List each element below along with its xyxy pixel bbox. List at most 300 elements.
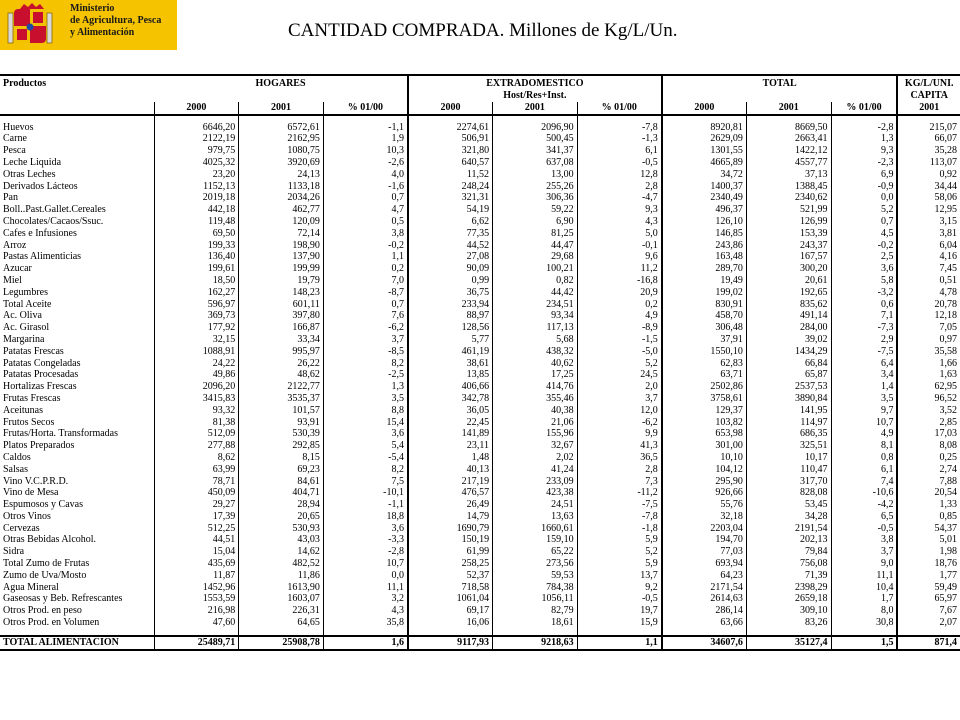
table-cell: 35,58 bbox=[897, 346, 960, 358]
table-cell: 292,85 bbox=[239, 440, 324, 452]
table-cell: 4,7 bbox=[323, 204, 408, 216]
table-cell: 24,51 bbox=[493, 499, 578, 511]
table-row bbox=[0, 558, 960, 570]
row-label: Frutas/Horta. Transformadas bbox=[3, 428, 118, 440]
table-cell: 300,20 bbox=[746, 263, 831, 275]
table-cell: 10,7 bbox=[323, 558, 408, 570]
table-cell: 255,26 bbox=[493, 181, 578, 193]
total-cell: 25489,71 bbox=[154, 636, 239, 650]
table-cell: 159,10 bbox=[493, 534, 578, 546]
spacer-row bbox=[0, 629, 960, 636]
table-cell: 0,51 bbox=[897, 275, 960, 287]
table-cell: 20,9 bbox=[577, 287, 662, 299]
table-cell: 686,35 bbox=[746, 428, 831, 440]
table-cell: 148,23 bbox=[239, 287, 324, 299]
table-cell: 10,4 bbox=[831, 582, 897, 594]
table-cell: -3,3 bbox=[323, 534, 408, 546]
table-cell: 103,82 bbox=[662, 417, 747, 429]
table-cell: 4,3 bbox=[577, 216, 662, 228]
table-cell: 49,86 bbox=[154, 369, 239, 381]
table-cell: 17,39 bbox=[154, 511, 239, 523]
table-cell: 13,63 bbox=[493, 511, 578, 523]
table-cell: -0,2 bbox=[323, 240, 408, 252]
table-cell: -7,8 bbox=[577, 122, 662, 134]
table-cell: 93,32 bbox=[154, 405, 239, 417]
table-cell: 155,96 bbox=[493, 428, 578, 440]
table-cell: 7,5 bbox=[323, 476, 408, 488]
table-cell: 41,3 bbox=[577, 440, 662, 452]
table-cell: 273,56 bbox=[493, 558, 578, 570]
table-cell: 37,91 bbox=[662, 334, 747, 346]
table-cell: 81,25 bbox=[493, 228, 578, 240]
row-label: Salsas bbox=[3, 463, 28, 475]
table-cell: 2122,77 bbox=[239, 381, 324, 393]
row-label: Espumosos y Cavas bbox=[3, 499, 83, 511]
header-spacer bbox=[662, 90, 898, 102]
table-cell: 93,34 bbox=[493, 310, 578, 322]
table-cell: 1,63 bbox=[897, 369, 960, 381]
table-row bbox=[0, 358, 960, 370]
table-cell: 1690,79 bbox=[408, 523, 493, 535]
table-cell: 2,85 bbox=[897, 417, 960, 429]
table-cell: 48,62 bbox=[239, 369, 324, 381]
row-label: Huevos bbox=[3, 121, 34, 133]
row-label: Frutas Frescas bbox=[3, 392, 61, 404]
table-cell: 3,7 bbox=[831, 546, 897, 558]
table-cell: 1,3 bbox=[831, 133, 897, 145]
table-cell: 202,13 bbox=[746, 534, 831, 546]
table-cell: 11,87 bbox=[154, 570, 239, 582]
table-cell: 6,62 bbox=[408, 216, 493, 228]
table-row bbox=[0, 405, 960, 417]
table-cell: 9,3 bbox=[831, 145, 897, 157]
table-cell: 9,7 bbox=[831, 405, 897, 417]
table-cell: 2537,53 bbox=[746, 381, 831, 393]
table-cell: 1434,29 bbox=[746, 346, 831, 358]
table-row bbox=[0, 275, 960, 287]
table-cell: 233,94 bbox=[408, 299, 493, 311]
sub-header-cell: % 01/00 bbox=[577, 102, 662, 115]
table-cell: 3,52 bbox=[897, 405, 960, 417]
table-cell: 44,52 bbox=[408, 240, 493, 252]
table-cell: 18,50 bbox=[154, 275, 239, 287]
group-extradomestico-sub: Host/Res+Inst. bbox=[408, 90, 662, 102]
table-cell: 4,9 bbox=[831, 428, 897, 440]
table-cell: 5,2 bbox=[577, 358, 662, 370]
table-cell: 4,5 bbox=[831, 228, 897, 240]
row-label: Otros Prod. en Volumen bbox=[3, 617, 100, 629]
table-cell: 82,79 bbox=[493, 605, 578, 617]
table-row bbox=[0, 145, 960, 157]
table-cell: 36,05 bbox=[408, 405, 493, 417]
table-cell: 167,57 bbox=[746, 251, 831, 263]
data-table bbox=[0, 74, 960, 651]
table-cell: 1603,07 bbox=[239, 593, 324, 605]
table-cell: 126,10 bbox=[662, 216, 747, 228]
table-cell: 2398,29 bbox=[746, 582, 831, 594]
table-cell: 23,11 bbox=[408, 440, 493, 452]
row-label: Patatas Frescas bbox=[3, 345, 64, 357]
row-label: Miel bbox=[3, 274, 22, 286]
total-row bbox=[0, 636, 960, 650]
table-cell: 79,84 bbox=[746, 546, 831, 558]
table-cell: 306,36 bbox=[493, 192, 578, 204]
table-row bbox=[0, 299, 960, 311]
table-cell: 4025,32 bbox=[154, 157, 239, 169]
table-cell: 69,50 bbox=[154, 228, 239, 240]
row-label: Derivados Lácteos bbox=[3, 180, 78, 192]
table-cell: 8920,81 bbox=[662, 122, 747, 134]
table-cell: 7,3 bbox=[577, 476, 662, 488]
table-cell: 34,28 bbox=[746, 511, 831, 523]
table-row bbox=[0, 346, 960, 358]
table-cell: 355,46 bbox=[493, 393, 578, 405]
table-row bbox=[0, 287, 960, 299]
table-cell: 2659,18 bbox=[746, 593, 831, 605]
table-cell: 6,1 bbox=[577, 145, 662, 157]
table-cell: 10,7 bbox=[831, 417, 897, 429]
table-row bbox=[0, 476, 960, 488]
table-cell: 113,07 bbox=[897, 157, 960, 169]
spacer-cell bbox=[577, 629, 662, 636]
table-cell: 194,70 bbox=[662, 534, 747, 546]
sub-header-cell: % 01/00 bbox=[831, 102, 897, 115]
table-cell: 1,48 bbox=[408, 452, 493, 464]
row-label: Total Zumo de Frutas bbox=[3, 558, 90, 570]
table-cell: 342,78 bbox=[408, 393, 493, 405]
table-row bbox=[0, 322, 960, 334]
table-cell: 693,94 bbox=[662, 558, 747, 570]
table-cell: 43,03 bbox=[239, 534, 324, 546]
table-cell: 226,31 bbox=[239, 605, 324, 617]
table-cell: 24,5 bbox=[577, 369, 662, 381]
table-cell: 718,58 bbox=[408, 582, 493, 594]
table-cell: 1553,59 bbox=[154, 593, 239, 605]
table-cell: 47,60 bbox=[154, 617, 239, 629]
spacer-cell bbox=[323, 629, 408, 636]
table-cell: 163,48 bbox=[662, 251, 747, 263]
row-label: Aceitunas bbox=[3, 404, 43, 416]
table-cell: 198,90 bbox=[239, 240, 324, 252]
table-cell: 1,1 bbox=[323, 251, 408, 263]
table-cell: 69,23 bbox=[239, 464, 324, 476]
row-label: Ac. Girasol bbox=[3, 322, 50, 334]
table-cell: -10,6 bbox=[831, 487, 897, 499]
table-cell: 3535,37 bbox=[239, 393, 324, 405]
table-cell: 3,5 bbox=[323, 393, 408, 405]
spacer-cell bbox=[0, 115, 154, 122]
table-cell: 756,08 bbox=[746, 558, 831, 570]
table-row bbox=[0, 251, 960, 263]
table-cell: 5,0 bbox=[577, 228, 662, 240]
table-cell: 16,06 bbox=[408, 617, 493, 629]
spacer-cell bbox=[408, 115, 493, 122]
table-cell: 512,09 bbox=[154, 428, 239, 440]
table-cell: 397,80 bbox=[239, 310, 324, 322]
row-label: Sidra bbox=[3, 546, 25, 558]
table-cell: 3,7 bbox=[323, 334, 408, 346]
table-cell: 120,09 bbox=[239, 216, 324, 228]
header-spacer bbox=[0, 102, 154, 115]
table-cell: 146,85 bbox=[662, 228, 747, 240]
table-cell: 6,1 bbox=[831, 464, 897, 476]
table-cell: 12,18 bbox=[897, 310, 960, 322]
table-cell: 6,9 bbox=[831, 169, 897, 181]
table-cell: 36,5 bbox=[577, 452, 662, 464]
table-cell: 414,76 bbox=[493, 381, 578, 393]
table-cell: 29,27 bbox=[154, 499, 239, 511]
table-cell: 114,97 bbox=[746, 417, 831, 429]
table-cell: 136,40 bbox=[154, 251, 239, 263]
table-cell: 1088,91 bbox=[154, 346, 239, 358]
table-cell: 8,8 bbox=[323, 405, 408, 417]
table-cell: 369,73 bbox=[154, 310, 239, 322]
table-cell: 83,26 bbox=[746, 617, 831, 629]
table-cell: 6,04 bbox=[897, 240, 960, 252]
table-cell: -6,2 bbox=[577, 417, 662, 429]
table-cell: 216,98 bbox=[154, 605, 239, 617]
table-cell: 59,53 bbox=[493, 570, 578, 582]
table-cell: 19,7 bbox=[577, 605, 662, 617]
table-cell: 8,0 bbox=[831, 605, 897, 617]
table-cell: 141,89 bbox=[408, 428, 493, 440]
table-cell: 2340,62 bbox=[746, 192, 831, 204]
table-cell: 3920,69 bbox=[239, 157, 324, 169]
table-cell: 2191,54 bbox=[746, 523, 831, 535]
table-cell: 458,70 bbox=[662, 310, 747, 322]
table-cell: 11,86 bbox=[239, 570, 324, 582]
table-cell: 1,3 bbox=[323, 381, 408, 393]
table-cell: 15,04 bbox=[154, 546, 239, 558]
table-cell: 2,9 bbox=[831, 334, 897, 346]
table-row bbox=[0, 464, 960, 476]
spacer-cell bbox=[831, 629, 897, 636]
table-cell: 63,71 bbox=[662, 369, 747, 381]
table-cell: 6,4 bbox=[831, 358, 897, 370]
table-cell: 4,16 bbox=[897, 251, 960, 263]
table-cell: 2,02 bbox=[493, 452, 578, 464]
table-cell: 5,2 bbox=[577, 546, 662, 558]
table-cell: 2019,18 bbox=[154, 192, 239, 204]
sub-header-cell: 2001 bbox=[493, 102, 578, 115]
table-cell: 59,22 bbox=[493, 204, 578, 216]
table-cell: 6,5 bbox=[831, 511, 897, 523]
total-cell: 1,6 bbox=[323, 636, 408, 650]
table-cell: 5,01 bbox=[897, 534, 960, 546]
table-row bbox=[0, 263, 960, 275]
table-cell: 26,22 bbox=[239, 358, 324, 370]
table-cell: -8,5 bbox=[323, 346, 408, 358]
table-cell: 126,99 bbox=[746, 216, 831, 228]
table-cell: 7,6 bbox=[323, 310, 408, 322]
table-cell: -16,8 bbox=[577, 275, 662, 287]
table-cell: 3890,84 bbox=[746, 393, 831, 405]
table-cell: 1,66 bbox=[897, 358, 960, 370]
table-cell: 21,06 bbox=[493, 417, 578, 429]
table-cell: 36,75 bbox=[408, 287, 493, 299]
table-cell: -11,2 bbox=[577, 487, 662, 499]
table-cell: 4,0 bbox=[323, 169, 408, 181]
table-cell: 63,66 bbox=[662, 617, 747, 629]
table-cell: 162,27 bbox=[154, 287, 239, 299]
table-cell: 0,8 bbox=[831, 452, 897, 464]
table-cell: 1152,13 bbox=[154, 181, 239, 193]
table-cell: 32,18 bbox=[662, 511, 747, 523]
table-cell: 2,8 bbox=[577, 464, 662, 476]
table-cell: 0,99 bbox=[408, 275, 493, 287]
table-cell: 1,7 bbox=[831, 593, 897, 605]
ministry-line: de Agricultura, Pesca bbox=[70, 15, 162, 26]
row-label: Chocolates/Cacaos/Ssuc. bbox=[3, 215, 104, 227]
table-cell: 301,00 bbox=[662, 440, 747, 452]
table-cell: 15,9 bbox=[577, 617, 662, 629]
table-cell: 830,91 bbox=[662, 299, 747, 311]
ministry-line: y Alimentación bbox=[70, 27, 135, 38]
table-cell: 482,52 bbox=[239, 558, 324, 570]
table-cell: 289,70 bbox=[662, 263, 747, 275]
table-cell: 40,62 bbox=[493, 358, 578, 370]
header-spacer bbox=[154, 90, 408, 102]
table-cell: 10,3 bbox=[323, 145, 408, 157]
table-cell: 2,0 bbox=[577, 381, 662, 393]
table-cell: 52,37 bbox=[408, 570, 493, 582]
table-row bbox=[0, 499, 960, 511]
table-cell: 2096,90 bbox=[493, 122, 578, 134]
table-cell: 2096,20 bbox=[154, 381, 239, 393]
row-label: Cervezas bbox=[3, 522, 40, 534]
table-cell: 4557,77 bbox=[746, 157, 831, 169]
table-cell: -1,3 bbox=[577, 133, 662, 145]
table-cell: 3,15 bbox=[897, 216, 960, 228]
table-cell: 1400,37 bbox=[662, 181, 747, 193]
spacer-cell bbox=[0, 629, 154, 636]
table-cell: 1,33 bbox=[897, 499, 960, 511]
table-cell: 1080,75 bbox=[239, 145, 324, 157]
table-row bbox=[0, 511, 960, 523]
table-cell: 2663,41 bbox=[746, 133, 831, 145]
row-label: Legumbres bbox=[3, 286, 48, 298]
table-cell: -2,8 bbox=[323, 546, 408, 558]
table-cell: 44,47 bbox=[493, 240, 578, 252]
row-label: Otras Leches bbox=[3, 168, 56, 180]
table-cell: 0,7 bbox=[323, 299, 408, 311]
table-cell: 54,37 bbox=[897, 523, 960, 535]
table-cell: 295,90 bbox=[662, 476, 747, 488]
table-cell: -0,5 bbox=[831, 523, 897, 535]
table-cell: 34,44 bbox=[897, 181, 960, 193]
table-cell: 11,2 bbox=[577, 263, 662, 275]
table-cell: -2,3 bbox=[831, 157, 897, 169]
table-cell: 177,92 bbox=[154, 322, 239, 334]
table-cell: 321,31 bbox=[408, 192, 493, 204]
table-cell: 63,99 bbox=[154, 464, 239, 476]
table-cell: 3,6 bbox=[831, 263, 897, 275]
table-cell: 3,7 bbox=[577, 393, 662, 405]
table-cell: 306,48 bbox=[662, 322, 747, 334]
table-cell: 2,8 bbox=[577, 181, 662, 193]
table-cell: 6572,61 bbox=[239, 122, 324, 134]
table-row bbox=[0, 617, 960, 629]
table-cell: 117,13 bbox=[493, 322, 578, 334]
table-cell: 24,22 bbox=[154, 358, 239, 370]
table-cell: 3,6 bbox=[323, 428, 408, 440]
row-label: Ac. Oliva bbox=[3, 310, 42, 322]
table-cell: 66,07 bbox=[897, 133, 960, 145]
spacer-cell bbox=[662, 115, 747, 122]
table-cell: 11,1 bbox=[323, 582, 408, 594]
total-cell: 25908,78 bbox=[239, 636, 324, 650]
table-cell: 7,67 bbox=[897, 605, 960, 617]
table-cell: 215,07 bbox=[897, 122, 960, 134]
table-cell: 8,08 bbox=[897, 440, 960, 452]
table-cell: 1,77 bbox=[897, 570, 960, 582]
coat-of-arms-icon bbox=[6, 3, 58, 47]
table-cell: 637,08 bbox=[493, 157, 578, 169]
table-cell: 10,10 bbox=[662, 452, 747, 464]
table-cell: 0,25 bbox=[897, 452, 960, 464]
table-cell: -1,1 bbox=[323, 499, 408, 511]
table-cell: 38,61 bbox=[408, 358, 493, 370]
table-cell: 7,05 bbox=[897, 322, 960, 334]
table-cell: 12,95 bbox=[897, 204, 960, 216]
table-cell: 3,2 bbox=[323, 593, 408, 605]
table-cell: -8,7 bbox=[323, 287, 408, 299]
table-cell: 20,61 bbox=[746, 275, 831, 287]
table-cell: 44,42 bbox=[493, 287, 578, 299]
table-cell: 530,93 bbox=[239, 523, 324, 535]
table-cell: 5,68 bbox=[493, 334, 578, 346]
table-cell: 81,38 bbox=[154, 417, 239, 429]
table-cell: 100,21 bbox=[493, 263, 578, 275]
table-cell: 93,91 bbox=[239, 417, 324, 429]
table-row bbox=[0, 605, 960, 617]
table-cell: 0,2 bbox=[577, 299, 662, 311]
table-cell: 1056,11 bbox=[493, 593, 578, 605]
table-cell: 979,75 bbox=[154, 145, 239, 157]
table-cell: 58,06 bbox=[897, 192, 960, 204]
table-cell: 27,08 bbox=[408, 251, 493, 263]
table-cell: 2034,26 bbox=[239, 192, 324, 204]
table-cell: 44,51 bbox=[154, 534, 239, 546]
table-cell: 141,95 bbox=[746, 405, 831, 417]
spacer-cell bbox=[154, 115, 239, 122]
table-cell: 0,6 bbox=[831, 299, 897, 311]
table-cell: -6,2 bbox=[323, 322, 408, 334]
table-cell: 2171,54 bbox=[662, 582, 747, 594]
table-cell: 26,49 bbox=[408, 499, 493, 511]
sub-header-cell: 2001 bbox=[897, 102, 960, 115]
header-spacer bbox=[0, 90, 154, 102]
table-cell: -0,5 bbox=[577, 157, 662, 169]
table-cell: 1388,45 bbox=[746, 181, 831, 193]
table-cell: 234,51 bbox=[493, 299, 578, 311]
table-cell: 64,65 bbox=[239, 617, 324, 629]
table-cell: 512,25 bbox=[154, 523, 239, 535]
table-cell: 286,14 bbox=[662, 605, 747, 617]
row-label: Otros Prod. en peso bbox=[3, 605, 82, 617]
table-cell: -7,8 bbox=[577, 511, 662, 523]
table-cell: 233,09 bbox=[493, 476, 578, 488]
table-cell: 1452,96 bbox=[154, 582, 239, 594]
table-row bbox=[0, 523, 960, 535]
table-cell: 88,97 bbox=[408, 310, 493, 322]
table-cell: 7,1 bbox=[831, 310, 897, 322]
table-cell: 7,4 bbox=[831, 476, 897, 488]
table-cell: 90,09 bbox=[408, 263, 493, 275]
page-title: CANTIDAD COMPRADA. Millones de Kg/L/Un. bbox=[288, 20, 678, 41]
spacer-cell bbox=[323, 115, 408, 122]
table-row bbox=[0, 487, 960, 499]
